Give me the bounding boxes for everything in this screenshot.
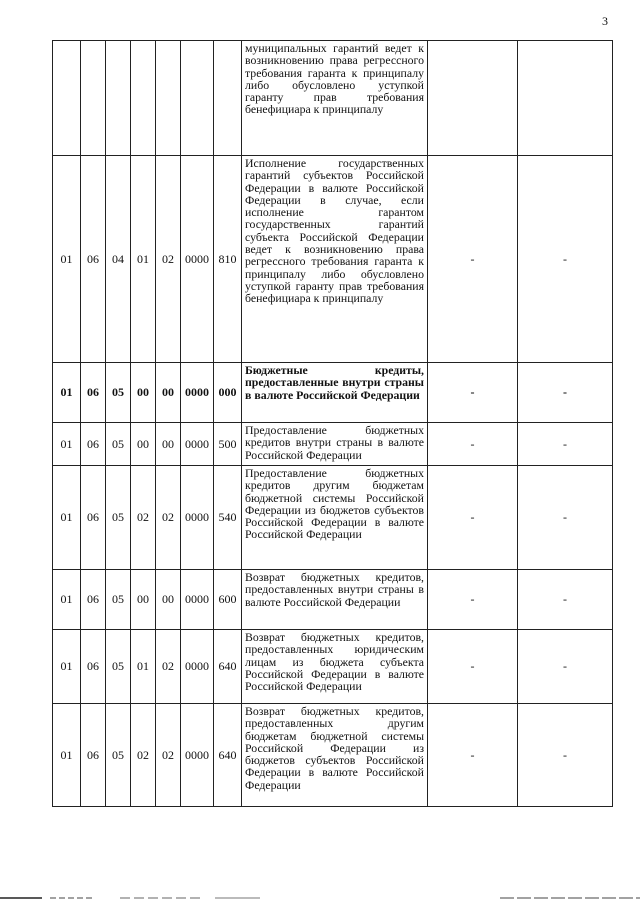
code-type: 06 bbox=[81, 630, 106, 704]
value-year-2: - bbox=[518, 704, 613, 807]
value-year-1: - bbox=[428, 630, 518, 704]
row-description: Исполнение государственных гарантий субъектов Российской Федерации в валюте Российской Федерации в случае, если исполнение гарантом государственных гарантий субъекта Российской Федерации ведет к возникновению права регрессного требования гаранта к принципалу либо обусловлено уступкой гаранту прав требования бенефициара к принципалу bbox=[242, 156, 428, 363]
code-program: 0000 bbox=[181, 570, 214, 630]
code-subgroup bbox=[106, 41, 131, 156]
code-group: 01 bbox=[53, 423, 81, 466]
code-program: 0000 bbox=[181, 704, 214, 807]
code-group: 01 bbox=[53, 363, 81, 423]
code-element: 02 bbox=[156, 466, 181, 570]
value-year-2: - bbox=[518, 423, 613, 466]
code-kosgu: 500 bbox=[214, 423, 242, 466]
code-group: 01 bbox=[53, 570, 81, 630]
value-year-1: - bbox=[428, 156, 518, 363]
code-kosgu: 640 bbox=[214, 630, 242, 704]
value-year-2: - bbox=[518, 630, 613, 704]
code-kosgu bbox=[214, 41, 242, 156]
table-row bbox=[53, 704, 613, 807]
row-description: Возврат бюджетных кредитов, предоставленных другим бюджетам бюджетной системы Российской Федерации из бюджетов субъектов Российской Федерации в валюте Российской Федерации bbox=[242, 704, 428, 807]
code-program: 0000 bbox=[181, 363, 214, 423]
code-kosgu: 600 bbox=[214, 570, 242, 630]
code-kosgu: 000 bbox=[214, 363, 242, 423]
code-type: 06 bbox=[81, 423, 106, 466]
code-article: 01 bbox=[131, 630, 156, 704]
row-description: Возврат бюджетных кредитов, предоставленных внутри страны в валюте Российской Федерации bbox=[242, 570, 428, 630]
code-subgroup: 04 bbox=[106, 156, 131, 363]
code-type: 06 bbox=[81, 466, 106, 570]
code-element: 02 bbox=[156, 704, 181, 807]
code-element bbox=[156, 41, 181, 156]
table-row bbox=[53, 423, 613, 466]
code-program: 0000 bbox=[181, 156, 214, 363]
value-year-1: - bbox=[428, 423, 518, 466]
code-subgroup: 05 bbox=[106, 704, 131, 807]
value-year-1: - bbox=[428, 704, 518, 807]
table-row bbox=[53, 570, 613, 630]
code-group bbox=[53, 41, 81, 156]
row-description: Предоставление бюджетных кредитов другим бюджетам бюджетной системы Российской Федерации из бюджетов субъектов Российской Федерации в валюте Российской Федерации bbox=[242, 466, 428, 570]
value-year-2 bbox=[518, 41, 613, 156]
code-group: 01 bbox=[53, 704, 81, 807]
code-program: 0000 bbox=[181, 466, 214, 570]
scan-edge-marks bbox=[0, 895, 640, 901]
row-description: Бюджетные кредиты, предоставленные внутри страны в валюте Российской Федерации bbox=[242, 363, 428, 423]
code-element: 00 bbox=[156, 423, 181, 466]
value-year-2: - bbox=[518, 363, 613, 423]
code-article: 01 bbox=[131, 156, 156, 363]
row-description: Возврат бюджетных кредитов, предоставленных юридическим лицам из бюджета субъекта Российской Федерации в валюте Российской Федерации bbox=[242, 630, 428, 704]
code-subgroup: 05 bbox=[106, 466, 131, 570]
code-kosgu: 640 bbox=[214, 704, 242, 807]
code-article: 00 bbox=[131, 423, 156, 466]
value-year-1: - bbox=[428, 570, 518, 630]
code-article: 00 bbox=[131, 570, 156, 630]
value-year-2: - bbox=[518, 466, 613, 570]
code-element: 00 bbox=[156, 570, 181, 630]
code-group: 01 bbox=[53, 630, 81, 704]
budget-sources-table bbox=[52, 40, 613, 807]
table-row bbox=[53, 363, 613, 423]
code-article: 02 bbox=[131, 466, 156, 570]
row-description: Предоставление бюджетных кредитов внутри страны в валюте Российской Федерации bbox=[242, 423, 428, 466]
code-element: 02 bbox=[156, 156, 181, 363]
code-group: 01 bbox=[53, 466, 81, 570]
code-kosgu: 540 bbox=[214, 466, 242, 570]
code-subgroup: 05 bbox=[106, 570, 131, 630]
code-element: 00 bbox=[156, 363, 181, 423]
code-type: 06 bbox=[81, 704, 106, 807]
code-type bbox=[81, 41, 106, 156]
code-program: 0000 bbox=[181, 423, 214, 466]
row-description: муниципальных гарантий ведет к возникновению права регрессного требования гаранта к принципалу либо обусловлено уступкой гаранту прав требования бенефициара к принципалу bbox=[242, 41, 428, 156]
code-subgroup: 05 bbox=[106, 363, 131, 423]
code-subgroup: 05 bbox=[106, 423, 131, 466]
value-year-1 bbox=[428, 41, 518, 156]
value-year-2: - bbox=[518, 570, 613, 630]
code-type: 06 bbox=[81, 570, 106, 630]
code-kosgu: 810 bbox=[214, 156, 242, 363]
code-program: 0000 bbox=[181, 630, 214, 704]
table-row bbox=[53, 156, 613, 363]
table-row bbox=[53, 41, 613, 156]
code-article bbox=[131, 41, 156, 156]
value-year-1: - bbox=[428, 363, 518, 423]
code-element: 02 bbox=[156, 630, 181, 704]
table-row bbox=[53, 466, 613, 570]
code-article: 02 bbox=[131, 704, 156, 807]
code-type: 06 bbox=[81, 363, 106, 423]
value-year-2: - bbox=[518, 156, 613, 363]
value-year-1: - bbox=[428, 466, 518, 570]
code-group: 01 bbox=[53, 156, 81, 363]
code-subgroup: 05 bbox=[106, 630, 131, 704]
code-article: 00 bbox=[131, 363, 156, 423]
code-type: 06 bbox=[81, 156, 106, 363]
page-number: 3 bbox=[602, 14, 608, 28]
table-row bbox=[53, 630, 613, 704]
code-program bbox=[181, 41, 214, 156]
